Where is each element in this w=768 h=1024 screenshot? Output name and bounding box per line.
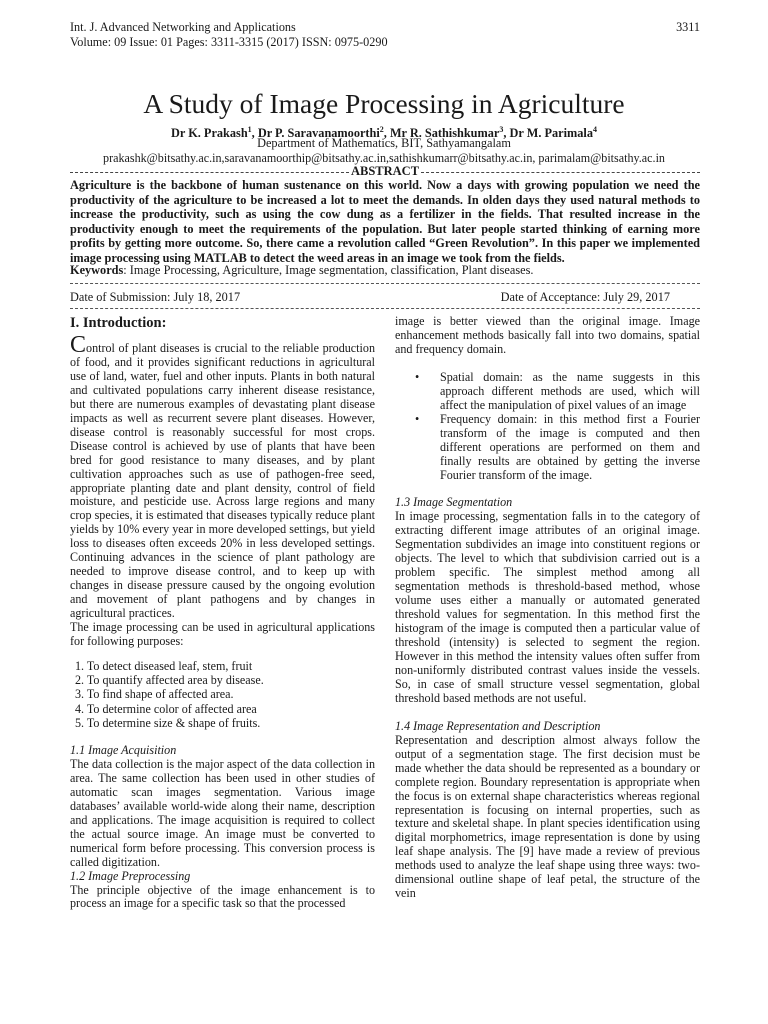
abstract-label: ABSTRACT [350,164,420,178]
dashed-rule [70,172,349,173]
author-name: Mr R. Sathishkumar [389,126,500,141]
author-affiliation-mark: 4 [592,125,597,134]
intro-paragraph: The image processing can be used in agricultural applications for following purposes: [70,620,375,649]
body-paragraph: Representation and description almost always follow the output of a segmentation stage. The first decision must be made whether the data should be represented as a boundary or complete region. Boundary representation is appropriate when the focus is on external shape characteristics whereas regional representation is focusing on internal properties, such as texture and skeletal shape. In plant species identification using digital morphometrics, image representation is done by using leaf shape analysis. The [9] have made a review of previous methods used to analyze the leaf shape using three ways: two-dimensional outline shape of leaf petal, the structure of the vein [395,732,700,901]
keywords [70,263,700,278]
journal-name: Int. J. Advanced Networking and Applications [70,20,296,34]
list-item: 4. To determine color of affected area [75,701,257,716]
author-affiliation-mark: 2 [379,125,384,134]
keywords-label: Keywords [70,263,124,277]
body-paragraph: The principle objective of the image enhancement is to process an image for a specific task so that the processed [70,882,375,911]
dashed-rule [70,308,700,309]
keywords-list: : Image Processing, Agriculture, Image segmentation, classification, Plant diseases. [123,263,534,277]
subsection-heading: 1.4 Image Representation and Description [395,718,601,733]
list-item: 1. To detect diseased leaf, stem, fruit [75,658,253,673]
paper-title: A Study of Image Processing in Agriculture [143,88,625,119]
body-paragraph: In image processing, segmentation falls in to the category of extracting different image attributes of an original image. Segmentation subdivides an image into constituent regions or objects. The level to which that subdivision carried out is a problem specific. The simplest method among all segmentation methods is threshold-based method, whose volume uses either a manually or automated generated threshold values for segmentation. In this method first the histogram of the image is computed then a particular value of threshold (intensity) is selected to segment the region. However in this method the intensity values often suffer from non-uniformly distributed contrast values inside the vessels. So, in case of small structure vessel segmentation, global threshold based methods are not useful. [395,509,700,705]
list-item: • Frequency domain: in this method first a Fourier transform of the image is computed and then different operations are performed on them and finally results are obtained by getting the inverse Fourier transform of the image. [440,413,700,483]
abstract-text: Agriculture is the backbone of human sustenance on this world. Now a days with growing population we need the productivity of the agriculture to be increased a lot to meet the demands. In olden days they used natural methods to increase the productivity, such as using the cow dung as a fertilizer in the fields. That resulted increase in the productivity enough to meet the requirements of the population. But later people started thinking of earning more profits by getting more outcome. So, there came a revolution called “Green Revolution”. In this paper we implemented image processing using MATLAB to detect the weed areas in an image we took from the fields. [70,178,700,265]
domain-list [395,371,700,483]
subsection-heading: 1.1 Image Acquisition [70,742,177,757]
author-name: Dr K. Prakash [171,126,248,141]
dates-row [70,290,700,305]
drop-cap: C [70,332,87,358]
list-item: 5. To determine size & shape of fruits. [75,715,261,730]
subsection-heading: 1.2 Image Preprocessing [70,868,191,883]
submission-date: Date of Submission: July 18, 2017 [70,290,241,304]
subsection-heading: 1.3 Image Segmentation [395,495,513,510]
list-item: 3. To find shape of affected area. [75,687,234,702]
list-item: 2. To quantify affected area by disease. [75,673,264,688]
acceptance-date: Date of Acceptance: July 29, 2017 [500,290,670,304]
volume-line: Volume: 09 Issue: 01 Pages: 3311-3315 (2017) ISSN: 0975-0290 [70,35,388,49]
dashed-rule [421,172,700,173]
purpose-list [70,659,375,730]
right-column [395,315,700,901]
list-item: • Spatial domain: as the name suggests in this approach different methods are used, which will affect the manipulation of pixel values of an image [440,371,700,413]
author-affiliation-mark: 3 [499,125,504,134]
author-name: Dr P. Saravanamoorthi [257,126,380,141]
body-paragraph: image is better viewed than the original image. Image enhancement methods basically fall into two domains, spatial and frequency domain. [395,314,700,356]
author-list: Dr K. Prakash$^1$, Dr P. Saravanamoorthi$^2$, Mr R. Sathishkumar$^3$, Dr M. Parimala$^4$ [171,125,597,141]
dashed-rule [70,283,700,284]
page-number: 3311 [676,20,700,34]
author-affiliation-mark: 1 [247,125,252,134]
author-emails: prakashk@bitsathy.ac.in,saravanamoorthip@bitsathy.ac.in,sathishkumarr@bitsathy.ac.in, parimalam@bitsathy.ac.in [103,151,665,165]
body-paragraph: The data collection is the major aspect of the data collection in area. The same collection has been used in other studies of automatic scan images segmentation. Various image databases’ available world-wide along their name, description and applications. The image acquisition is required to collect the actual source image. An image must be converted to numerical form before processing. This conversion process is called digitization. [70,756,375,869]
abstract-divider [70,164,700,179]
intro-paragraph: Control of plant diseases is crucial to the reliable production of food, and it provides significant reductions in agricultural use of land, water, fuel and other inputs. Plants in both natural and cultivated populations carry inherent disease resistance, but there are numerous examples of devastating plant disease impacts as well as recurrent severe plant diseases. However, disease control is reasonably successful for most crops. Disease control is achieved by use of plants that have been bred for good resistance to many diseases, and by plant cultivation approaches such as use of pathogen-free seed, appropriate planting date and plant density, control of field moisture, and pesticide use. Across large regions and many crop species, it is estimated that diseases typically reduce plant yields by 10% every year in more developed settings, but yield loss to diseases often exceeds 20% in less developed settings. Continuing advances in the science of plant pathology are needed to improve disease control, and to keep up with changes in disease pressure caused by the ongoing evolution and movement of plant pathogens and by changes in agricultural practices. [70,332,375,621]
section-heading: I. Introduction: [70,315,167,331]
affiliation: Department of Mathematics, BIT, Sathyamangalam [257,136,511,150]
left-column [70,315,375,911]
author-name: Dr M. Parimala [509,126,593,141]
running-header [70,20,700,50]
